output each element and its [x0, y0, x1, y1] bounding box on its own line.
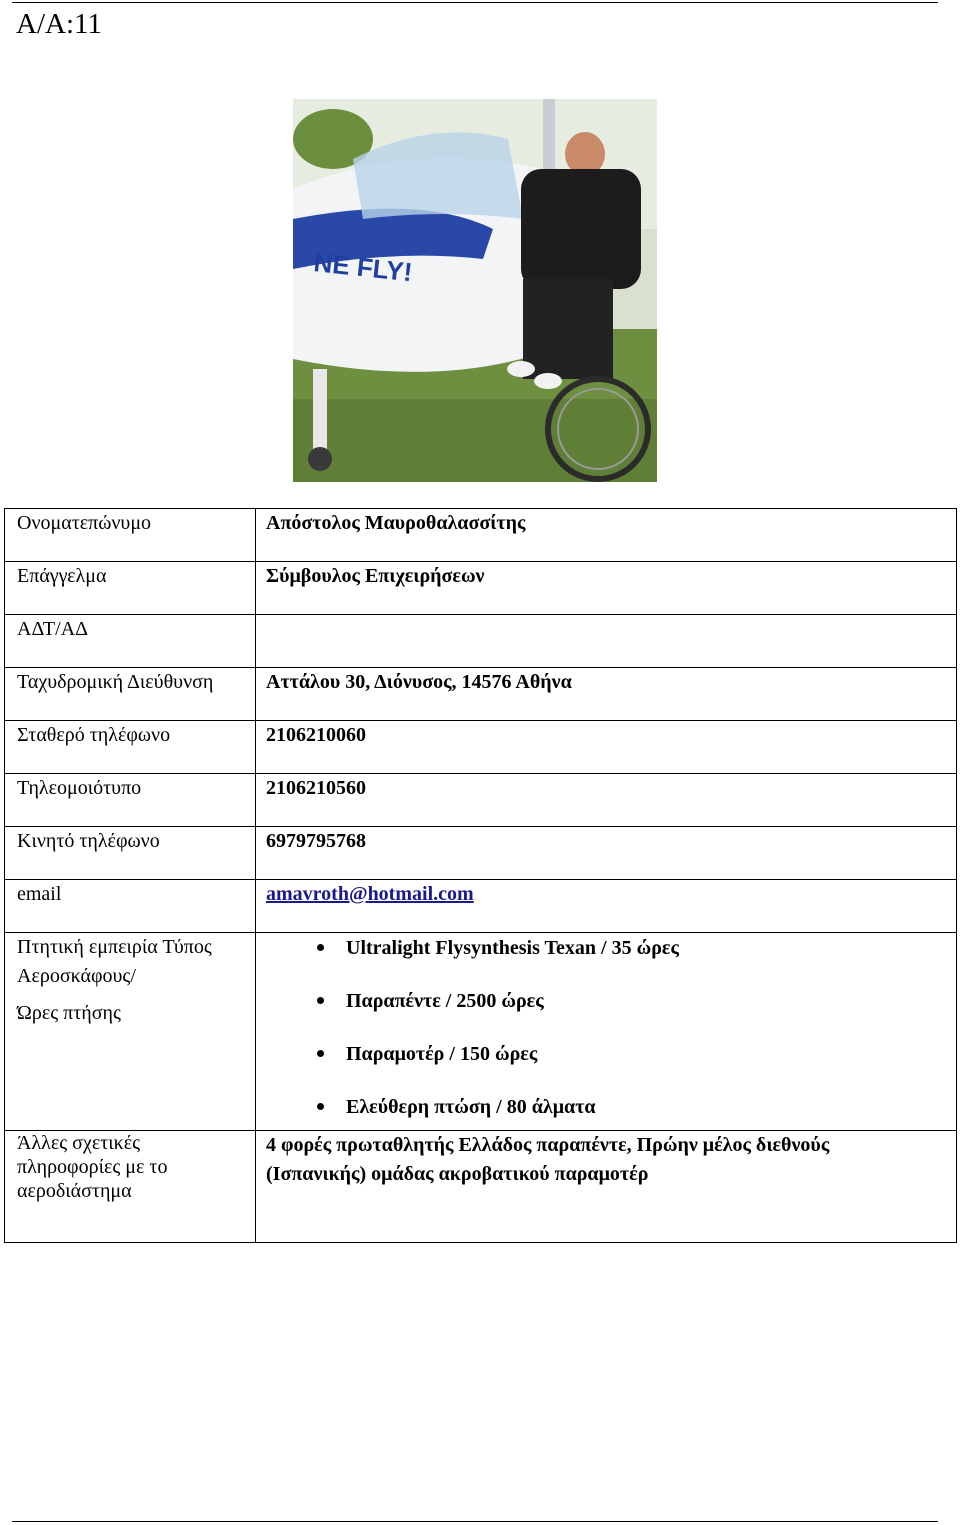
value-name: Απόστολος Μαυροθαλασσίτης	[256, 509, 957, 562]
label-profession: Επάγγελμα	[5, 562, 256, 615]
value-id	[256, 615, 957, 668]
value-profession: Σύμβουλος Επιχειρήσεων	[256, 562, 957, 615]
value-phone: 2106210060	[256, 721, 957, 774]
value-other-line1: 4 φορές πρωταθλητής Ελλάδος παραπέντε, Πρώην μέλος διεθνούς	[266, 1134, 830, 1156]
value-address: Αττάλου 30, Διόνυσος, 14576 Αθήνα	[256, 668, 957, 721]
value-experience	[256, 933, 957, 1131]
label-experience-line2: Αεροσκάφους/	[17, 965, 136, 987]
svg-text:NE FLY!: NE FLY!	[312, 247, 414, 288]
row-mobile	[5, 827, 957, 880]
value-other	[256, 1131, 957, 1243]
label-other-line1: Άλλες σχετικές	[17, 1132, 141, 1154]
row-phone	[5, 721, 957, 774]
experience-item-text: Ultralight Flysynthesis Texan / 35 ώρες	[346, 937, 679, 959]
value-other-line2: (Ισπανικής) ομάδας ακροβατικού παραμοτέρ	[266, 1163, 649, 1185]
row-fax	[5, 774, 957, 827]
photo-icon	[293, 99, 657, 482]
bullet-icon	[317, 997, 324, 1004]
info-table	[4, 508, 957, 1243]
row-profession	[5, 562, 957, 615]
experience-item-text: Παραμοτέρ / 150 ώρες	[346, 1043, 538, 1065]
experience-item	[266, 988, 946, 1041]
bottom-rule	[12, 1521, 938, 1522]
label-other-line2: πληροφορίες με το	[17, 1156, 168, 1178]
bullet-icon	[317, 944, 324, 951]
experience-item	[266, 1094, 946, 1130]
bullet-icon	[317, 1050, 324, 1057]
row-experience	[5, 933, 957, 1131]
row-other	[5, 1131, 957, 1243]
label-address: Ταχυδρομική Διεύθυνση	[5, 668, 256, 721]
email-link[interactable]: amavroth@hotmail.com	[266, 883, 474, 905]
profile-photo	[293, 99, 657, 482]
top-rule	[12, 2, 938, 3]
label-experience-line1: Πτητική εμπειρία Τύπος	[17, 936, 212, 958]
experience-item	[266, 935, 946, 988]
label-experience-line3: Ώρες πτήσης	[17, 1002, 121, 1024]
row-address	[5, 668, 957, 721]
experience-item-text: Ελεύθερη πτώση / 80 άλματα	[346, 1096, 596, 1118]
label-phone: Σταθερό τηλέφωνο	[5, 721, 256, 774]
label-other-line3: αεροδιάστημα	[17, 1180, 132, 1202]
row-id	[5, 615, 957, 668]
experience-item	[266, 1041, 946, 1094]
row-name	[5, 509, 957, 562]
experience-list	[266, 935, 946, 1130]
page-id: Α/Α:11	[16, 8, 102, 40]
label-fax: Τηλεομοιότυπο	[5, 774, 256, 827]
label-experience	[5, 933, 256, 1131]
value-email	[256, 880, 957, 933]
label-name: Ονοματεπώνυμο	[5, 509, 256, 562]
value-fax: 2106210560	[256, 774, 957, 827]
label-id: ΑΔΤ/ΑΔ	[5, 615, 256, 668]
label-other	[5, 1131, 256, 1243]
row-email	[5, 880, 957, 933]
bullet-icon	[317, 1103, 324, 1110]
value-mobile: 6979795768	[256, 827, 957, 880]
label-email: email	[5, 880, 256, 933]
label-mobile: Κινητό τηλέφωνο	[5, 827, 256, 880]
experience-item-text: Παραπέντε / 2500 ώρες	[346, 990, 544, 1012]
